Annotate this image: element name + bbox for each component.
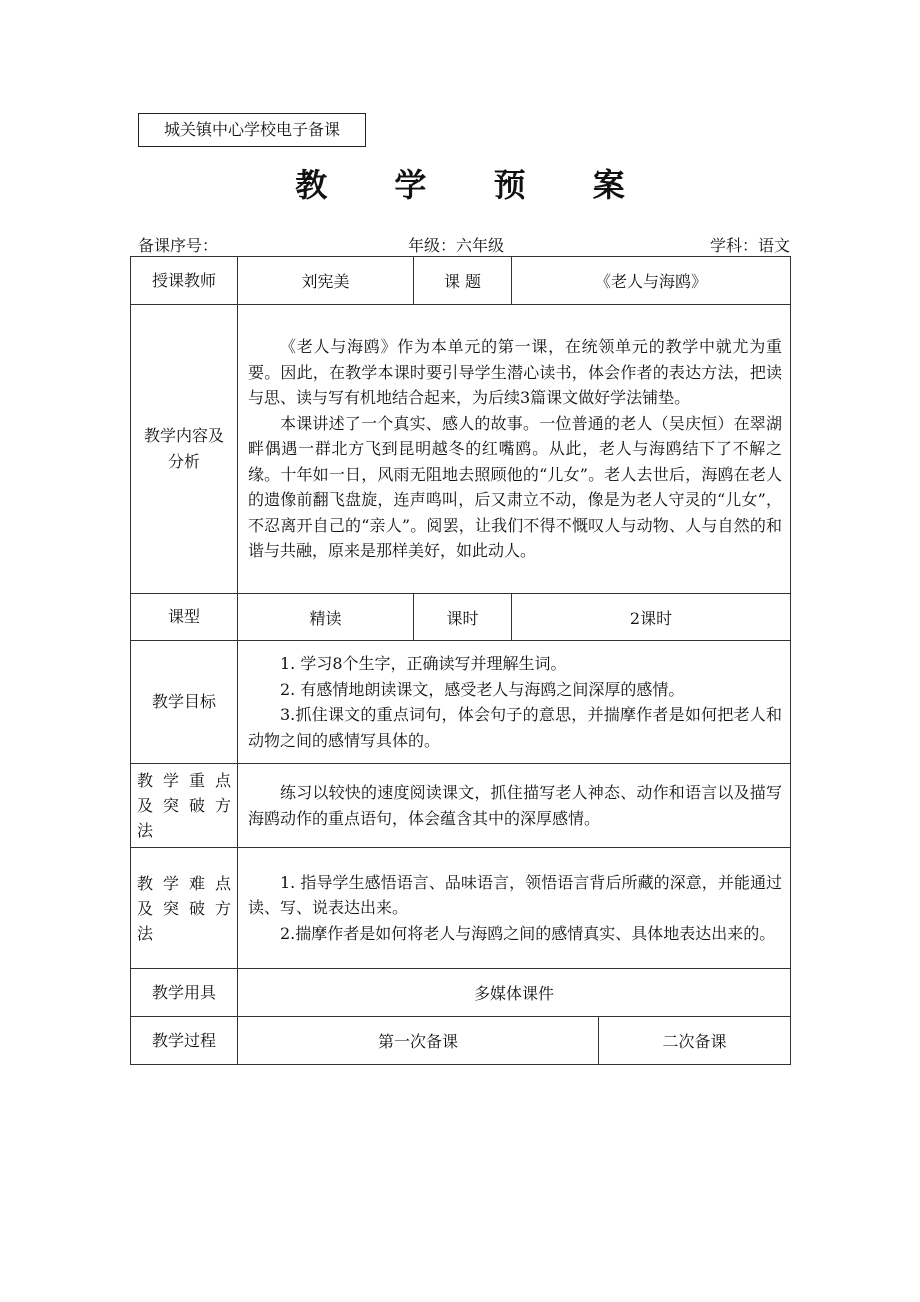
table-row-difficulties: [131, 848, 791, 969]
goal-item: 2. 有感情地朗读课文，感受老人与海鸥之间深厚的感情。: [280, 679, 685, 699]
lesson-type-value: 精读: [238, 594, 414, 641]
tools-value: 多媒体课件: [238, 969, 791, 1017]
content-paragraph: 《老人与海鸥》作为本单元的第一课，在统领单元的教学中就尤为重要。因此，在教学本课时要引导学生潜心读书，体会作者的表达方法，把读与思、读与写有机地结合起来，为后续3篇课文做好学法铺垫。: [248, 337, 783, 408]
table-row-type: [131, 594, 791, 641]
meta-row: [138, 233, 790, 255]
school-label: 城关镇中心学校电子备课: [138, 113, 366, 147]
diff-label-line: 教学难点: [137, 873, 231, 893]
difficulty-item: 1. 指导学生感悟语言、品味语言，领悟语言背后所藏的深意，并能通过读、写、说表达出来。: [248, 872, 783, 918]
key-label-line: 教学重点: [137, 771, 231, 790]
table-row-content: [131, 305, 791, 594]
table-row-teacher: [131, 257, 791, 305]
table-row-process: [131, 1017, 791, 1065]
process-second-prep: 二次备课: [599, 1017, 791, 1065]
class-hours-label: 课时: [414, 594, 512, 641]
content-analysis: [238, 305, 791, 594]
content-paragraph: 本课讲述了一个真实、感人的故事。一位普通的老人（吴庆恒）在翠湖畔偶遇一群北方飞到昆明越冬的红嘴鸥。从此，老人与海鸥结下了不解之缘。十年如一日，风雨无阻地去照顾他的“儿女”。老人去世后，海鸥在老人的遗像前翻飞盘旋，连声鸣叫，后又肃立不动，像是为老人守灵的“儿女”，不忍离开自己的“亲人”。阅罢，让我们不得不慨叹人与动物、人与自然的和谐与共融，原来是那样美好，如此动人。: [248, 413, 783, 561]
teacher-value: 刘宪美: [238, 257, 414, 305]
table-row-tools: [131, 969, 791, 1017]
key-label-line: 及突破方: [137, 796, 231, 815]
topic-value: 《老人与海鸥》: [512, 257, 791, 305]
difficulties-text: [238, 848, 791, 969]
goal-item: 3.抓住课文的重点词句，体会句子的意思，并揣摩作者是如何把老人和动物之间的感情写具体的。: [248, 705, 783, 750]
tools-label: 教学用具: [131, 969, 238, 1017]
key-label-line: 法: [137, 821, 154, 840]
teaching-goals: [238, 641, 791, 764]
topic-label: 课 题: [414, 257, 512, 305]
class-hours-value: 2课时: [512, 594, 791, 641]
content-label: 教学内容及分析: [131, 305, 238, 594]
key-points-label: [131, 764, 238, 848]
subject-label: 学科：语文: [709, 236, 790, 255]
lesson-sequence-label: 备课序号：: [138, 236, 219, 255]
difficulty-item: 2.揣摩作者是如何将老人与海鸥之间的感情真实、具体地表达出来的。: [280, 923, 776, 943]
lesson-type-label: 课型: [131, 594, 238, 641]
document-title: 教 学 预 案: [295, 166, 653, 204]
goal-item: 1. 学习8个生字，正确读写并理解生词。: [280, 654, 567, 673]
table-row-goals: [131, 641, 791, 764]
difficulties-label: [131, 848, 238, 969]
process-first-prep: 第一次备课: [238, 1017, 599, 1065]
goals-label: 教学目标: [131, 641, 238, 764]
grade-label: 年级：六年级: [408, 236, 505, 255]
process-label: 教学过程: [131, 1017, 238, 1065]
key-points-paragraph: 练习以较快的速度阅读课文，抓住描写老人神态、动作和语言以及描写海鸥动作的重点语句，体会蕴含其中的深厚感情。: [248, 783, 783, 828]
diff-label-line: 及突破方: [137, 898, 231, 918]
table-row-key-points: [131, 764, 791, 848]
teacher-label: 授课教师: [131, 257, 238, 305]
key-points-text: [238, 764, 791, 848]
lesson-plan-table: [130, 256, 791, 1065]
diff-label-line: 法: [137, 923, 154, 943]
